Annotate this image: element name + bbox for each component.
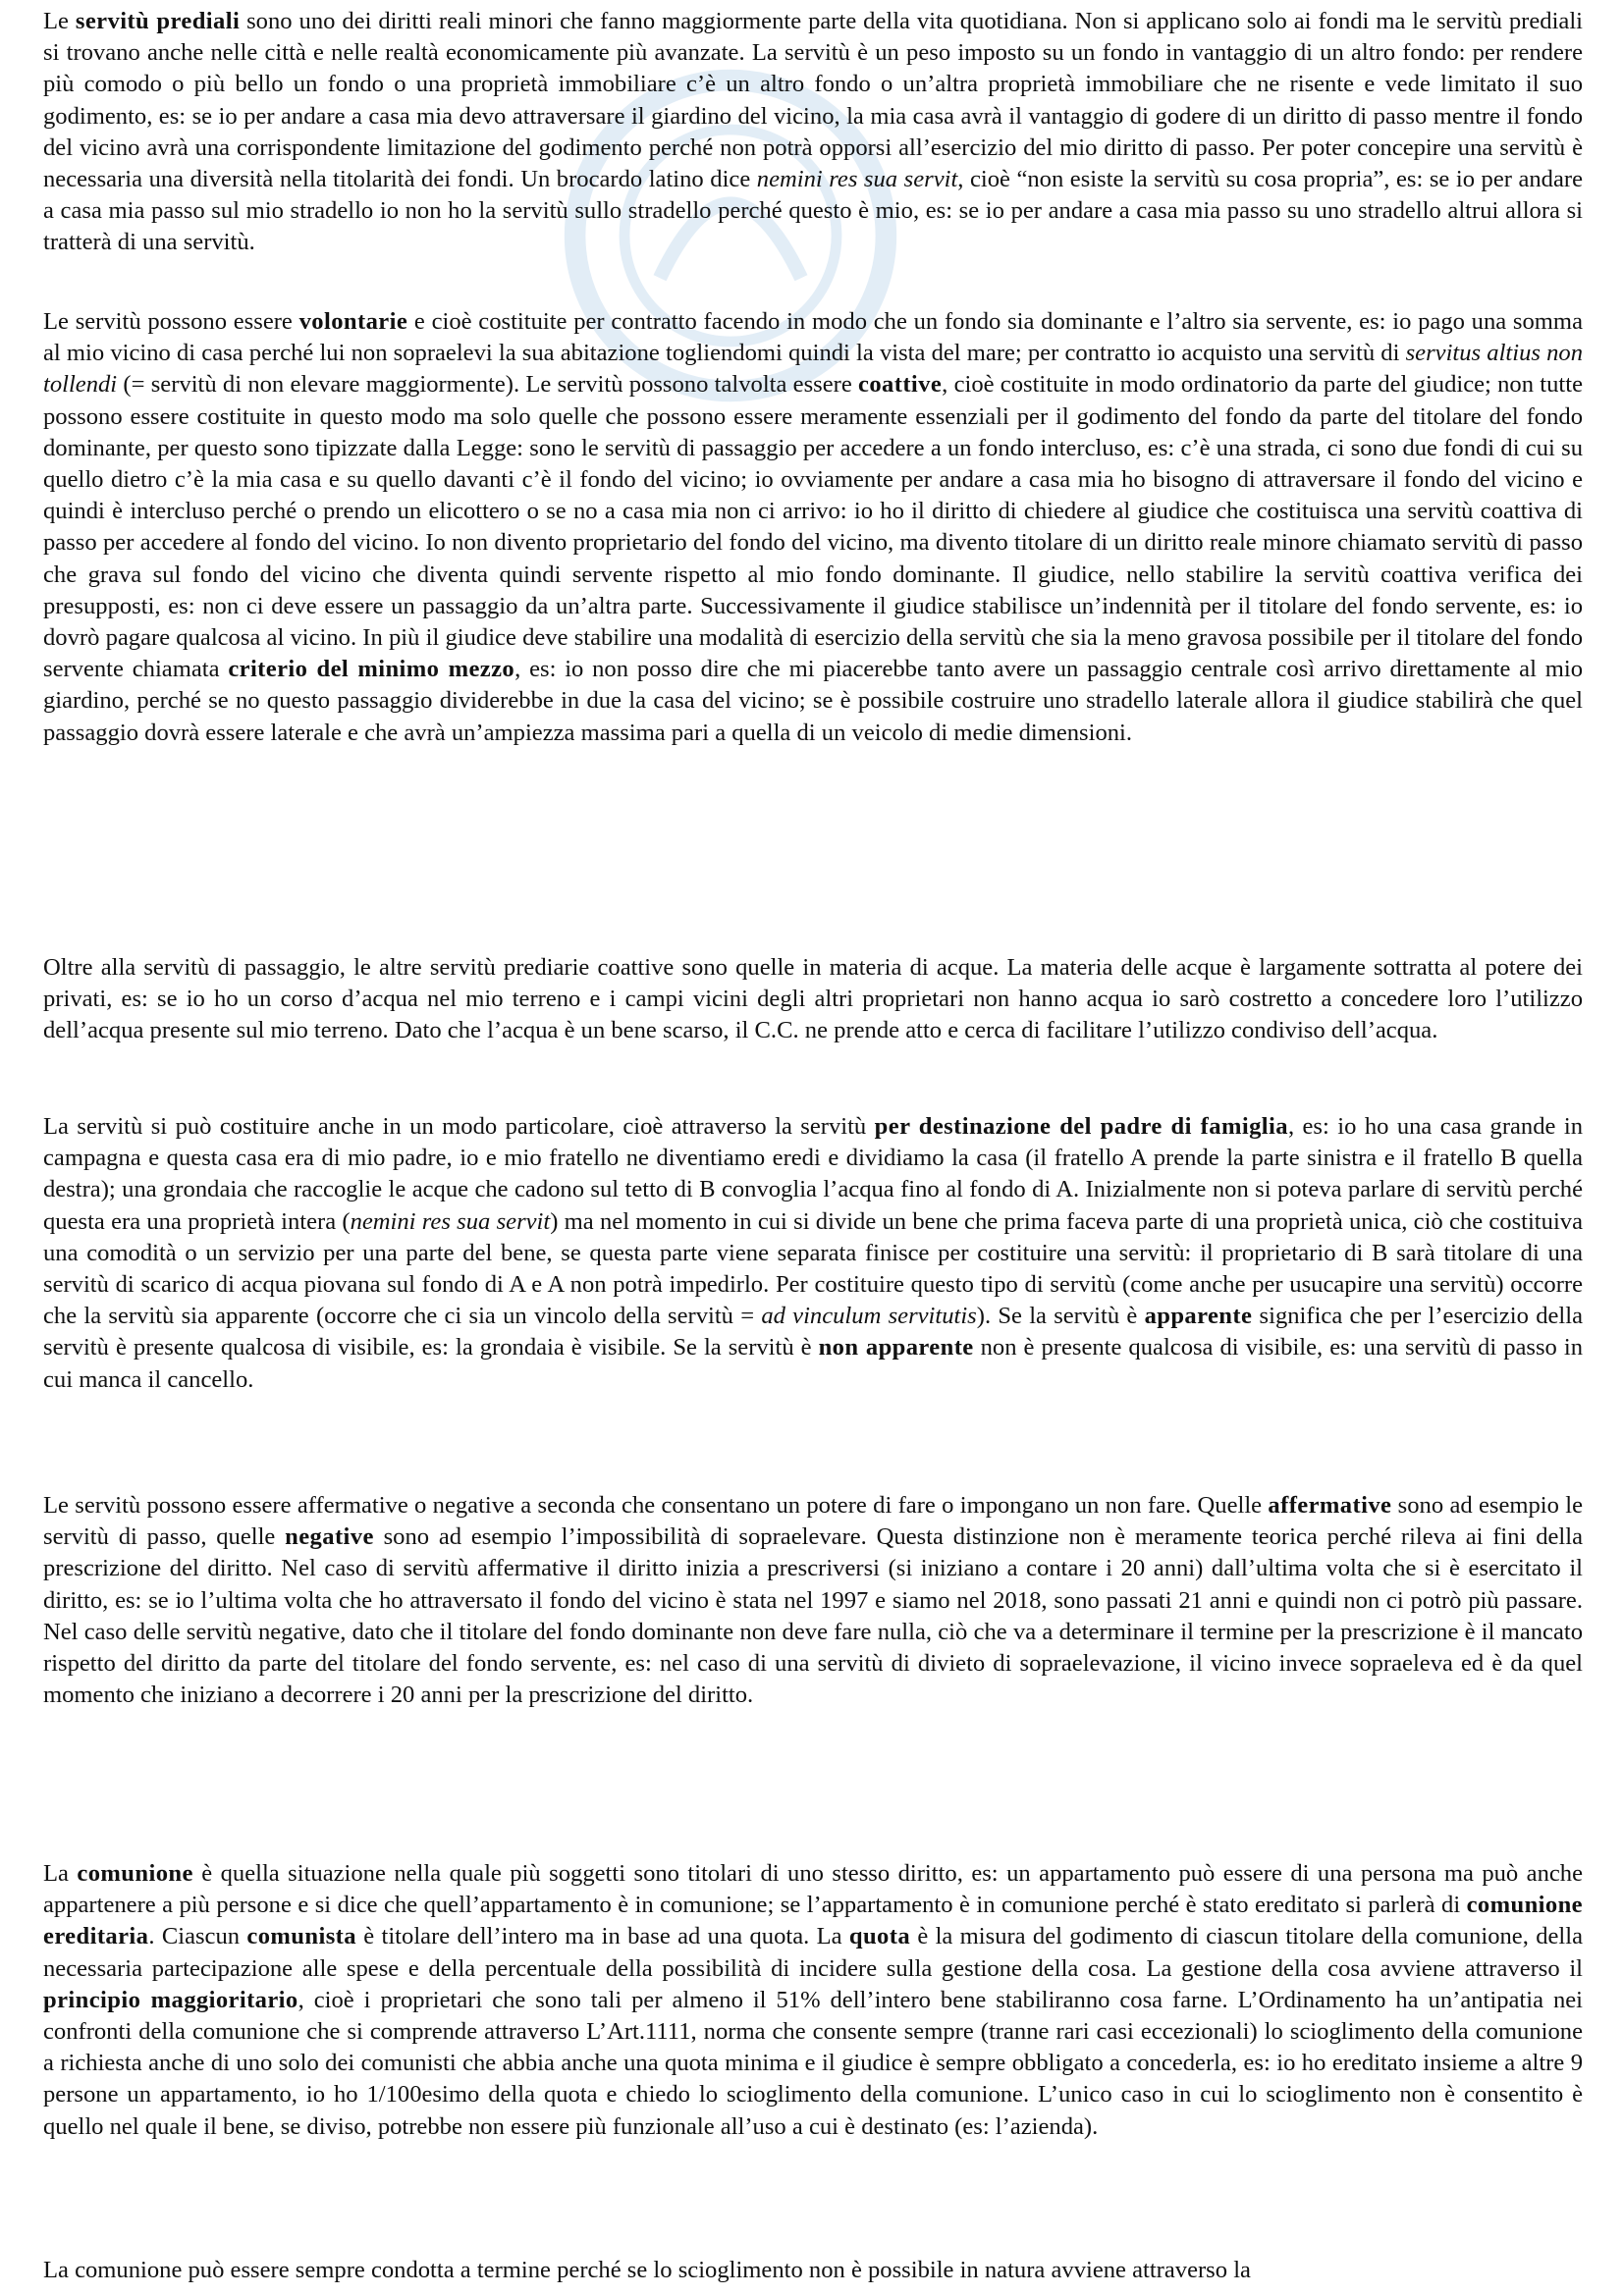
- text-run: La servitù si può costituire anche in un modo particolare, cioè attraverso la servitù: [43, 1113, 875, 1140]
- text-run: comunione: [77, 1860, 193, 1887]
- text-run: non apparente: [818, 1334, 974, 1362]
- text-run: sono ad esempio l’impossibilità di sopraelevare. Questa distinzione non è meramente teorica perché rileva ai fini della prescrizione del diritto. Nel caso di servitù affermative il diritto inizia a prescriversi (si iniziano a contare i 20 anni) dall’ultima volta che si è esercitato il diritto, es: se io l’ultima volta che ho attraversato il fondo del vicino è stata nel 1997 e siamo nel 2018, sono passati 21 anni e quindi non ci potrò più passare. Nel caso delle servitù negative, dato che il titolare del fondo dominante non deve fare nulla, ciò che va a determinare il termine per la prescrizione è il mancato rispetto del diritto da parte del titolare del fondo servente, es: nel caso di una servitù di divieto di sopraelevazione, il vicino invece sopraeleva ed è da quel momento che iniziano a decorrere i 20 anni per la prescrizione del diritto.: [43, 1523, 1583, 1709]
- text-run: , es: io ho una casa grande in campagna e questa casa era di mio padre, io e mio fratello ne diventiamo eredi e dividiamo la casa (il fratello A prende la parte sinistra e il fratello B quella destra); una grondaia che raccoglie le acque che cadono sul tetto di B convoglia l’acqua fino al fondo di A. Inizialmente non si poteva parlare di servitù perché questa era una proprietà intera (: [43, 1113, 1583, 1235]
- paragraph-comunione-scioglimento: [43, 2255, 1583, 2286]
- text-run: . Ciascun: [148, 1923, 247, 1950]
- text-run: principio maggioritario: [43, 1986, 298, 2013]
- text-run: , cioè costituite in modo ordinatorio da parte del giudice; non tutte possono essere costituite in questo modo ma solo quelle che possono essere meramente essenziali per il godimento del fondo da parte del titolare del fondo dominante, per questo sono tipizzate dalla Legge: sono le servitù di passaggio per accedere a un fondo intercluso, es: c’è una strada, ci sono due fondi di cui su quello dietro c’è la mia casa e su quello davanti c’è il fondo del vicino; io ovviamente per andare a casa mia ho bisogno di attraversare il fondo del vicino e quindi è intercluso perché o prendo un elicottero o se no a casa mia non ci arrivo: io ho il diritto di chiedere al giudice che costituisca una servitù coattiva di passo per accedere al fondo del vicino. Io non divento proprietario del fondo del vicino, ma divento titolare di un diritto reale minore chiamato servitù di passo che grava sul fondo del vicino che diventa quindi servente rispetto al mio fondo dominante. Il giudice, nello stabilire la servitù coattiva verifica dei presupposti, es: non ci deve essere un passaggio da un’altra parte. Successivamente il giudice stabilisce un’indennità per il titolare del fondo servente, es: io dovrò pagare qualcosa al vicino. In più il giudice deve stabilire una modalità di esercizio della servitù che sia la meno gravosa possibile per il titolare del fondo servente chiamata: [43, 371, 1583, 683]
- text-run: La: [43, 1860, 78, 1887]
- text-run: apparente: [1144, 1303, 1253, 1330]
- text-run: , cioè “non esiste la servitù su cosa propria”, es: se io per andare a casa mia passo sul mio stradello io non ho la servitù sullo stradello perché questo è mio, es: se io per andare a casa mia passo su uno stradello altrui allora si tratterà di una servitù.: [43, 166, 1583, 256]
- text-run: La comunione può essere sempre condotta a termine perché se lo scioglimento non è possibile in natura avviene attraverso la: [43, 2257, 1251, 2283]
- text-run: sono uno dei diritti reali minori che fanno maggiormente parte della vita quotidiana. Non si applicano solo ai fondi ma le servitù prediali si trovano anche nelle città e nelle realtà economicamente più avanzate. La servitù è un peso imposto su un fondo in vantaggio di un altro fondo: per rendere più comodo o più bello un fondo o una proprietà immobiliare c’è un altro fondo o un’altra proprietà immobiliare che ne risente e vede limitato il suo godimento, es: se io per andare a casa mia devo attraversare il giardino del vicino, la mia casa avrà il vantaggio di godere di un diritto di passo mentre il fondo del vicino avrà una corrispondente limitazione del godimento perché non potrà opporsi all’esercizio del mio diritto di passo. Per poter concepire una servitù è necessaria una diversità nella titolarità dei fondi. Un brocardo latino dice: [43, 8, 1583, 193]
- text-run: significa che per l’esercizio della servitù è presente qualcosa di visibile, es: la grondaia è visibile. Se la servitù è: [43, 1303, 1583, 1362]
- text-run: negative: [285, 1523, 374, 1551]
- paragraph-comunione: [43, 1858, 1583, 2143]
- paragraph-servitu-acque: [43, 952, 1583, 1047]
- text-run: è quella situazione nella quale più soggetti sono titolari di uno stesso diritto, es: un appartamento può essere di una persona ma può anche appartenere a più persone e si dice che quell’appartamento è in comunione; se l’appartamento è in comunione perché è stato ereditato si parlerà di: [43, 1860, 1583, 1919]
- text-run: sono ad esempio le servitù di passo, quelle: [43, 1492, 1583, 1551]
- text-run: Le servitù possono essere affermative o negative a seconda che consentano un potere di fare o impongano un non fare. Quelle: [43, 1492, 1269, 1519]
- text-run: servitus altius non tollendi: [43, 340, 1583, 399]
- text-run: Le servitù possono essere: [43, 308, 299, 335]
- paragraph-destinazione-padre-famiglia: [43, 1111, 1583, 1396]
- text-run: (= servitù di non elevare maggiormente). Le servitù possono talvolta essere: [117, 371, 859, 399]
- text-run: quota: [848, 1923, 911, 1950]
- text-run: nemini res sua servit: [350, 1207, 551, 1235]
- text-run: affermative: [1268, 1492, 1392, 1519]
- text-run: e cioè costituite per contratto facendo in modo che un fondo sia dominante e l’altro sia servente, es: io pago una somma al mio vicino di casa perché lui non sopraelevi la sua abitazione togliendomi quindi la vista del mare; per contratto io acquisto una servitù di: [43, 308, 1583, 367]
- text-run: comunione ereditaria: [43, 1892, 1583, 1950]
- text-run: ). Se la servitù è: [976, 1303, 1145, 1330]
- text-run: Le: [43, 8, 76, 34]
- text-run: Oltre alla servitù di passaggio, le altre servitù prediarie coattive sono quelle in materia di acque. La materia delle acque è largamente sottratta al potere dei privati, es: se io ho un corso d’acqua nel mio terreno e i campi vicini degli altri proprietari non hanno acqua io sarò costretto a concedere loro l’utilizzo dell’acqua presente sul mio terreno. Dato che l’acqua è un bene scarso, il C.C. ne prende atto e cerca di facilitare l’utilizzo condiviso dell’acqua.: [43, 954, 1583, 1044]
- text-run: è titolare dell’intero ma in base ad una quota. La: [355, 1923, 849, 1950]
- text-run: per destinazione del padre di famiglia: [874, 1113, 1288, 1140]
- text-run: non è presente qualcosa di visibile, es: una servitù di passo in cui manca il cancello.: [43, 1334, 1583, 1393]
- text-run: , es: io non posso dire che mi piacerebbe tanto avere un passaggio centrale così arrivo direttamente al mio giardino, perché se no questo passaggio dividerebbe in due la casa del vicino; se è possibile costruire uno stradello laterale allora il giudice stabilirà che quel passaggio dovrà essere laterale e che avrà un’ampiezza massima pari a quella di un veicolo di medie dimensioni.: [43, 656, 1583, 746]
- paragraph-affermative-negative: [43, 1490, 1583, 1711]
- text-run: nemini res sua servit: [756, 166, 958, 193]
- paragraph-servitu-volontarie-coattive: [43, 306, 1583, 749]
- document-page: [43, 0, 1583, 2296]
- text-run: coattive: [858, 371, 943, 399]
- text-run: comunista: [246, 1923, 356, 1950]
- text-run: volontarie: [298, 308, 408, 335]
- text-run: criterio del minimo mezzo: [228, 656, 515, 683]
- text-run: servitù prediali: [75, 8, 241, 34]
- paragraph-servitu-prediali: [43, 6, 1583, 259]
- text-run: ad vinculum servitutis: [761, 1303, 977, 1330]
- text-run: ) ma nel momento in cui si divide un bene che prima faceva parte di una proprietà unica, ciò che costituiva una comodità o un servizio per una parte del bene, se questa parte viene separata finisce per costituire una servitù: il proprietario di B sarà titolare di una servitù di scarico di acqua piovana sul fondo di A e A non potrà impedirlo. Per costituire questo tipo di servitù (come anche per usucapire una servitù) occorre che la servitù sia apparente (occorre che ci sia un vincolo della servitù =: [43, 1207, 1583, 1330]
- text-run: è la misura del godimento di ciascun titolare della comunione, della necessaria partecipazione alle spese e della percentuale della possibilità di incidere sulla gestione della cosa. La gestione della cosa avviene attraverso il: [43, 1923, 1583, 1982]
- text-run: , cioè i proprietari che sono tali per almeno il 51% dell’intero bene stabiliranno cosa farne. L’Ordinamento ha un’antipatia nei confronti della comunione che si comprende attraverso L’Art.1111, norma che consente sempre (tranne rari casi eccezionali) lo scioglimento della comunione a richiesta anche di uno solo dei comunisti che abbia anche una quota minima e il giudice è sempre obbligato a concederla, es: io ho ereditato insieme a altre 9 persone un appartamento, io ho 1/100esimo della quota e chiedo lo scioglimento della comunione. L’unico caso in cui lo scioglimento non è consentito è quello nel quale il bene, se diviso, potrebbe non essere più funzionale all’uso a cui è destinato (es: l’azienda).: [43, 1986, 1583, 2140]
